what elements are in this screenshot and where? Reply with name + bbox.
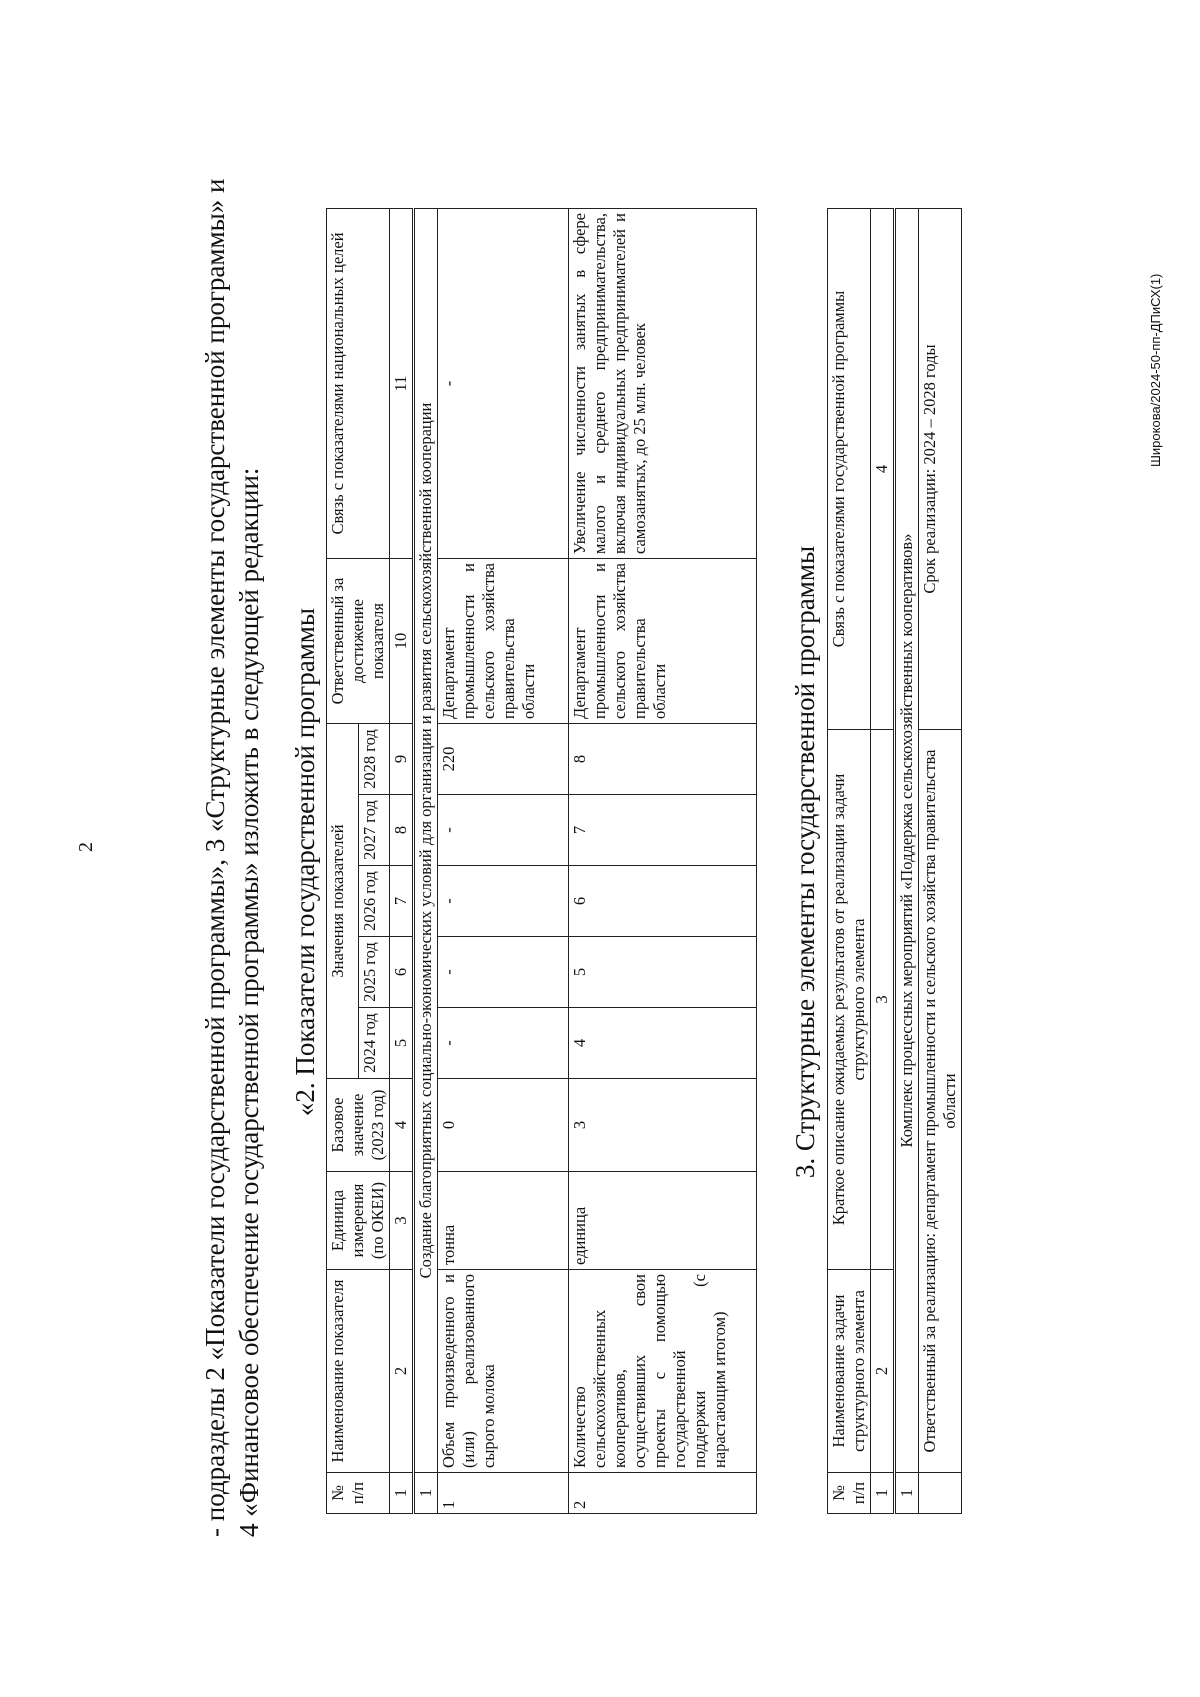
row-base: 3: [569, 1079, 757, 1172]
complex-num: 1: [895, 1473, 919, 1514]
table-row: [569, 209, 757, 1514]
header-link: Связь с показателями государственной программы: [828, 209, 871, 730]
indicators-table: [326, 208, 757, 1514]
colnum: 7: [390, 866, 414, 937]
header-values-group: Значения показателей: [327, 724, 359, 1079]
subheader-text: Создание благоприятных социально-экономических условий для организации и развития сельскохозяйственной кооперации: [414, 209, 438, 1473]
colnum: 5: [390, 1008, 414, 1079]
header-name: Наименование показателя: [327, 1270, 390, 1473]
header-resp: Ответственный за достижение показателя: [327, 559, 390, 724]
row-2028: 8: [569, 724, 757, 795]
colnum: 3: [871, 730, 895, 1270]
header-2025: 2025 год: [358, 937, 390, 1008]
header-unit: Единица измерения (по ОКЕИ): [327, 1172, 390, 1270]
row-unit: единица: [569, 1172, 757, 1270]
complex-title: Комплекс процессных мероприятий «Поддержка сельскохозяйственных кооперативов»: [895, 209, 919, 1473]
column-numbers-row: [390, 209, 414, 1514]
header-num: № п/п: [327, 1473, 390, 1514]
row-2027: 7: [569, 795, 757, 866]
row-num: 2: [569, 1473, 757, 1514]
empty-cell: [919, 1473, 962, 1514]
header-task: Наименование задачи структурного элемента: [828, 1270, 871, 1473]
colnum: 9: [390, 724, 414, 795]
section3-title: 3. Структурные элементы государственной программы: [790, 545, 820, 1179]
row-unit: тонна: [438, 1172, 569, 1270]
document-id: Широкова/2024-50-пп-ДПиСХ(1): [1148, 273, 1163, 467]
row-link: Увеличение численности занятых в сфере малого и среднего предпринимательства, включая индивидуальных предпринимателей и самозанятых, до 25 млн. человек: [569, 209, 757, 559]
intro-paragraph: - подразделы 2 «Показатели государственной программы», 3 «Структурные элементы государственной программы» и 4 «Финансовое обеспечение государственной программы» изложить в следующей редакции:: [200, 178, 264, 1537]
header-link: Связь с показателями национальных целей: [327, 209, 390, 559]
complex-row: [895, 209, 919, 1514]
colnum: 1: [390, 1473, 414, 1514]
column-numbers-row: [871, 209, 895, 1514]
row-num: 1: [438, 1473, 569, 1514]
colnum: 2: [390, 1270, 414, 1473]
row-2024: 4: [569, 1008, 757, 1079]
header-2026: 2026 год: [358, 866, 390, 937]
header-2028: 2028 год: [358, 724, 390, 795]
section2-title: «2. Показатели государственной программы: [290, 607, 320, 1117]
colnum: 11: [390, 209, 414, 559]
responsible-row: [919, 209, 962, 1514]
row-resp: Департамент промышленности и сельского хозяйства правительства области: [438, 559, 569, 724]
row-2024: -: [438, 1008, 569, 1079]
row-resp: Департамент промышленности и сельского хозяйства правительства области: [569, 559, 757, 724]
colnum: 6: [390, 937, 414, 1008]
header-row: [327, 209, 359, 1514]
row-2028: 220: [438, 724, 569, 795]
colnum: 4: [390, 1079, 414, 1172]
row-name: Объем произведенного и (или) реализованного сырого молока: [438, 1270, 569, 1473]
subheader-row: [414, 209, 438, 1514]
colnum: 2: [871, 1270, 895, 1473]
row-2026: 6: [569, 866, 757, 937]
colnum: 8: [390, 795, 414, 866]
row-2025: -: [438, 937, 569, 1008]
colnum: 4: [871, 209, 895, 730]
header-2024: 2024 год: [358, 1008, 390, 1079]
header-row: [828, 209, 871, 1514]
page-number: 2: [75, 842, 97, 852]
colnum: 10: [390, 559, 414, 724]
responsible: Ответственный за реализацию: департамент промышленности и сельского хозяйства правительства области: [919, 730, 962, 1473]
row-2027: -: [438, 795, 569, 866]
colnum: 1: [871, 1473, 895, 1514]
table-row: [438, 209, 569, 1514]
row-2026: -: [438, 866, 569, 937]
row-name: Количество сельскохозяйственных кооперативов, осуществивших свои проекты с помощью государственной поддержки (с нарастающим итогом): [569, 1270, 757, 1473]
period: Срок реализации: 2024 – 2028 годы: [919, 209, 962, 730]
row-base: 0: [438, 1079, 569, 1172]
header-base: Базовое значение (2023 год): [327, 1079, 390, 1172]
row-2025: 5: [569, 937, 757, 1008]
structural-elements-table: [827, 208, 962, 1514]
header-desc: Краткое описание ожидаемых результатов от реализации задачи структурного элемента: [828, 730, 871, 1270]
header-num: № п/п: [828, 1473, 871, 1514]
colnum: 3: [390, 1172, 414, 1270]
row-link: -: [438, 209, 569, 559]
subheader-num: 1: [414, 1473, 438, 1514]
header-2027: 2027 год: [358, 795, 390, 866]
